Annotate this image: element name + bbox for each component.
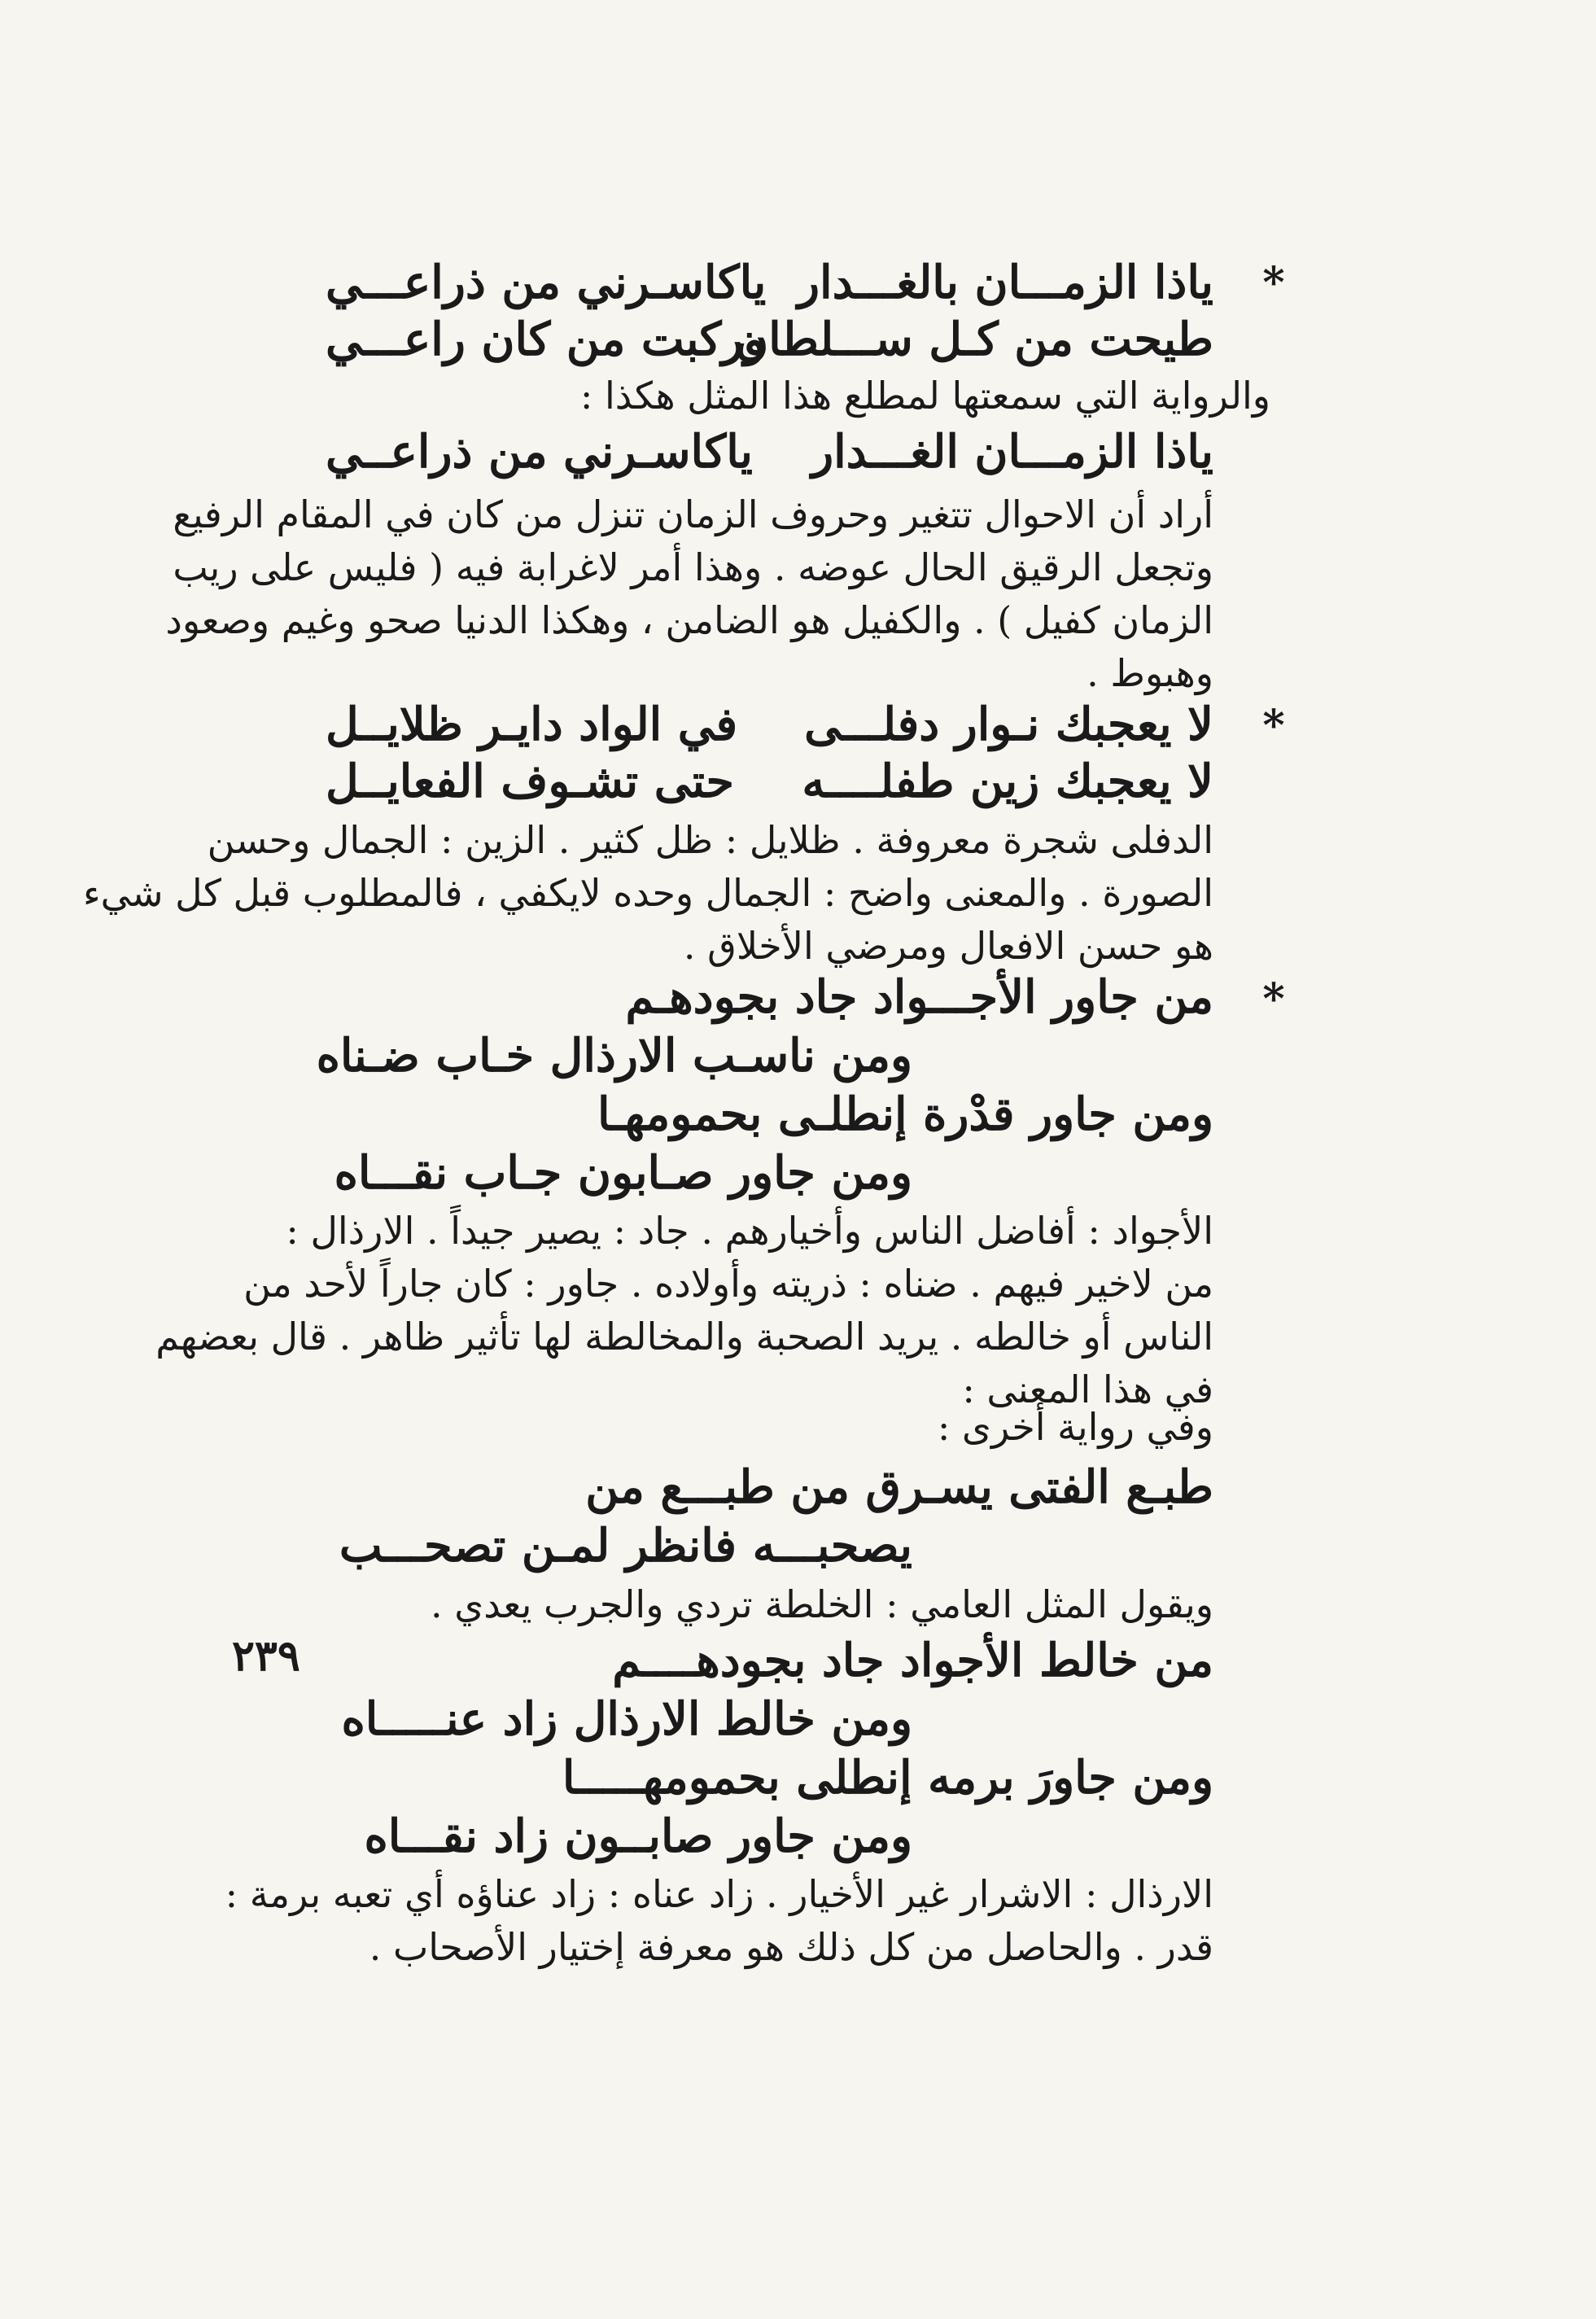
- commentary: [82, 814, 1213, 973]
- verse-first-hemistich: ياذا الزمـــان بالغـــدار: [798, 256, 1213, 309]
- entry-marker: *: [1262, 974, 1285, 1024]
- verse-line: ومن جاورَ برمه إنطلى بحمومهـــــا: [562, 1751, 1213, 1805]
- intro-line: وفي رواية أخرى :: [937, 1405, 1213, 1449]
- intro-line: والرواية التي سمعتها لمطلع هذا المثل هكذا :: [579, 374, 1270, 418]
- classical-verse-line: طبـع الفتى يسـرق من طبـــع من: [585, 1460, 1213, 1514]
- commentary-line: هو حسن الافعال ومرضي الأخلاق .: [683, 924, 1213, 968]
- verse-line: ومن جاور صابــون زاد نقـــاه: [364, 1809, 912, 1863]
- verse-line: ومن جاور قدْرة إنطلـى بحمومهـا: [597, 1087, 1213, 1141]
- commentary-line: الدفلى شجرة معروفة . ظلايل : ظل كثير . الزين : الجمال وحسن: [207, 818, 1213, 862]
- proverb-note: ويقول المثل العامي : الخلطة تردي والجرب يعدي .: [431, 1582, 1213, 1626]
- verse-line: ومن جاور صـابون جـاب نقـــاه: [334, 1146, 912, 1200]
- verse-line: من خالط الأجواد جاد بجودهــــم: [612, 1634, 1213, 1687]
- variant-second-hemistich: ياكاسـرني من ذراعــي: [326, 425, 753, 479]
- page-number: ٢٣٩: [232, 1631, 300, 1681]
- commentary-line: وتجعل الرقيق الحال عوضه . وهذا أمر لاغرابة فيه ( فليس على ريب: [173, 545, 1213, 589]
- verse-line: ومن خالط الارذال زاد عنـــــاه: [341, 1692, 912, 1746]
- entry-marker: *: [1262, 258, 1285, 308]
- verse-second-hemistich: ياكاسـرني من ذراعـــي: [326, 256, 767, 309]
- commentary-line: الارذال : الاشرار غير الأخيار . زاد عناه : زاد عناؤه أي تعبه برمة :: [225, 1872, 1213, 1916]
- commentary-line: الناس أو خالطه . يريد الصحبة والمخالطة لها تأثير ظاهر . قال بعضهم: [155, 1315, 1213, 1359]
- verse-second-hemistich: في الواد دايـر ظلايــل: [326, 698, 738, 751]
- commentary: [225, 1868, 1213, 1974]
- commentary-line: الأجواد : أفاضل الناس وأخيارهم . جاد : يصير جيداً . الارذال :: [286, 1209, 1213, 1253]
- commentary: [155, 1205, 1213, 1416]
- verse-line: من جاور الأجـــواد جاد بجودهـم: [625, 970, 1213, 1024]
- commentary-line: الزمان كفيل ) . والكفيل هو الضامن ، وهكذا الدنيا صحو وغيم وصعود: [165, 598, 1213, 642]
- entry-marker: *: [1262, 701, 1285, 750]
- commentary-line: من لاخير فيهم . ضناه : ذريته وأولاده . جاور : كان جاراً لأحد من: [243, 1262, 1213, 1306]
- verse-second-hemistich: وركبت من كان راعـــي: [326, 313, 766, 366]
- commentary-line: وهبوط .: [1087, 651, 1213, 695]
- commentary-line: أراد أن الاحوال تتغير وحروف الزمان تنزل من كان في المقام الرفيع: [173, 492, 1213, 536]
- commentary-line: الصورة . والمعنى واضح : الجمال وحده لايكفي ، فالمطلوب قبل كل شيء: [82, 871, 1213, 915]
- commentary: [165, 488, 1213, 700]
- verse-first-hemistich: لا يعجبك نـوار دفلـــى: [804, 698, 1213, 751]
- commentary-line: في هذا المعنى :: [962, 1367, 1213, 1411]
- verse-line: ومن ناسـب الارذال خـاب ضـناه: [316, 1029, 912, 1083]
- commentary-line: قدر . والحاصل من كل ذلك هو معرفة إختيار الأصحاب .: [369, 1925, 1213, 1969]
- classical-verse-line: يصحبـــه فانظر لمـن تصحـــب: [339, 1519, 912, 1573]
- verse-first-hemistich: لا يعجبك زين طفلــــه: [802, 755, 1213, 808]
- verse-first-hemistich: طيحت من كـل ســـلطان: [735, 313, 1213, 366]
- verse-second-hemistich: حتى تشـوف الفعايــل: [326, 755, 734, 808]
- variant-first-hemistich: ياذا الزمـــان الغـــدار: [811, 425, 1213, 479]
